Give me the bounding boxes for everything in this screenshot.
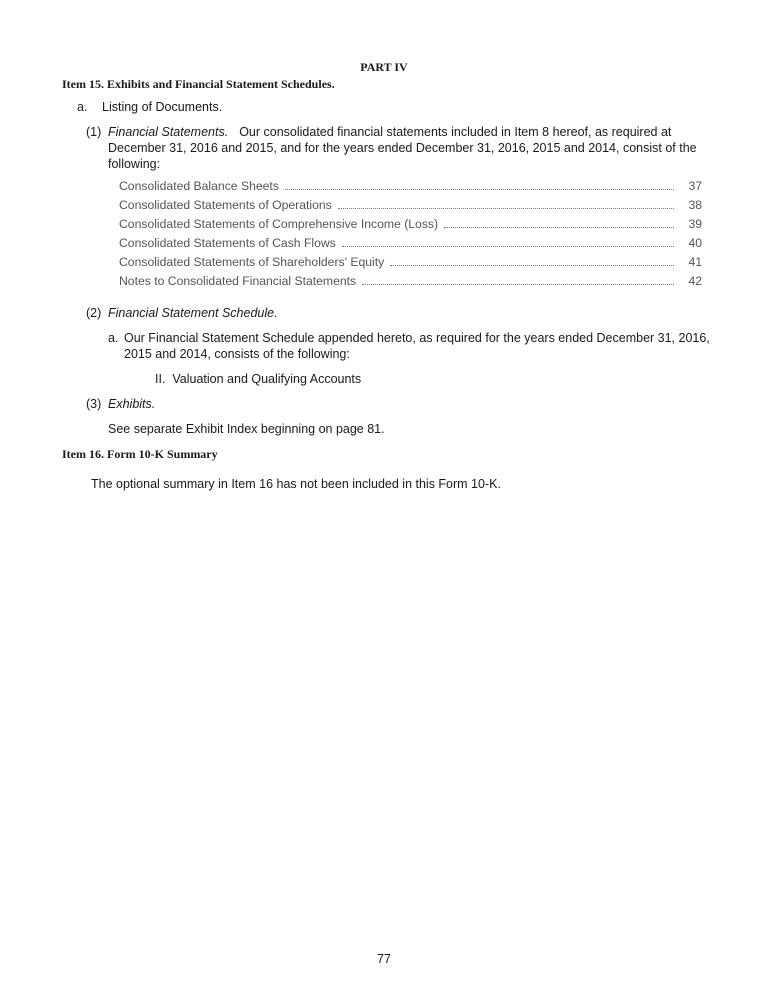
toc-row [119, 274, 702, 293]
toc-page: 38 [688, 198, 702, 212]
schedule-line-2: 2015 and 2014, consists of the following: [124, 347, 350, 361]
toc-page: 41 [688, 255, 702, 269]
fs-paragraph [108, 124, 718, 172]
toc-leader [444, 218, 674, 228]
toc-label: Consolidated Statements of Cash Flows [119, 236, 336, 250]
fs-line-1: Our consolidated financial statements included in Item 8 hereof, as required at [239, 125, 672, 139]
toc-row [119, 217, 702, 236]
toc-row [119, 255, 702, 274]
schedule-title: Financial Statement Schedule. [108, 306, 278, 320]
toc-row [119, 198, 702, 217]
toc-page: 39 [688, 217, 702, 231]
toc-label: Notes to Consolidated Financial Statements [119, 274, 357, 288]
fs-title: Financial Statements. [108, 125, 229, 139]
part-title: PART IV [360, 60, 408, 74]
toc-page: 40 [688, 236, 702, 250]
schedule-marker: (2) [86, 306, 102, 320]
fs-marker: (1) [86, 125, 102, 139]
financial-statements-toc [119, 179, 702, 293]
item-15-heading: Item 15. Exhibits and Financial Statement Schedules. [62, 77, 335, 91]
page-number: 77 [377, 952, 391, 966]
toc-label: Consolidated Balance Sheets [119, 179, 279, 193]
toc-leader [285, 180, 674, 190]
listing-of-documents: Listing of Documents. [102, 100, 223, 114]
toc-page: 37 [688, 179, 702, 193]
toc-row [119, 179, 702, 198]
exhibits-title: Exhibits. [108, 397, 156, 411]
item-16-heading: Item 16. Form 10-K Summary [62, 447, 218, 461]
toc-label: Consolidated Statements of Operations [119, 198, 332, 212]
toc-label: Consolidated Statements of Shareholders' Equity [119, 255, 385, 269]
toc-leader [342, 237, 674, 247]
item-16-text: The optional summary in Item 16 has not been included in this Form 10-K. [91, 477, 501, 491]
toc-page: 42 [688, 274, 702, 288]
fs-line-3: following: [108, 157, 161, 171]
toc-leader [338, 199, 674, 209]
schedule-sub-marker: a. [108, 331, 119, 345]
toc-leader [362, 275, 674, 285]
listing-marker: a. [77, 100, 88, 114]
exhibit-index-reference: See separate Exhibit Index beginning on page 81. [108, 422, 385, 436]
exhibits-marker: (3) [86, 397, 102, 411]
toc-label: Consolidated Statements of Comprehensive Income (Loss) [119, 217, 439, 231]
schedule-paragraph [124, 330, 724, 362]
valuation-accounts-item: II. Valuation and Qualifying Accounts [155, 372, 362, 386]
toc-leader [390, 256, 674, 266]
schedule-line-1: Our Financial Statement Schedule appended hereto, as required for the years ended December 31, 2016, [124, 331, 710, 345]
fs-line-2: December 31, 2016 and 2015, and for the years ended December 31, 2016, 2015 and 2014, consist of the [108, 141, 697, 155]
toc-row [119, 236, 702, 255]
